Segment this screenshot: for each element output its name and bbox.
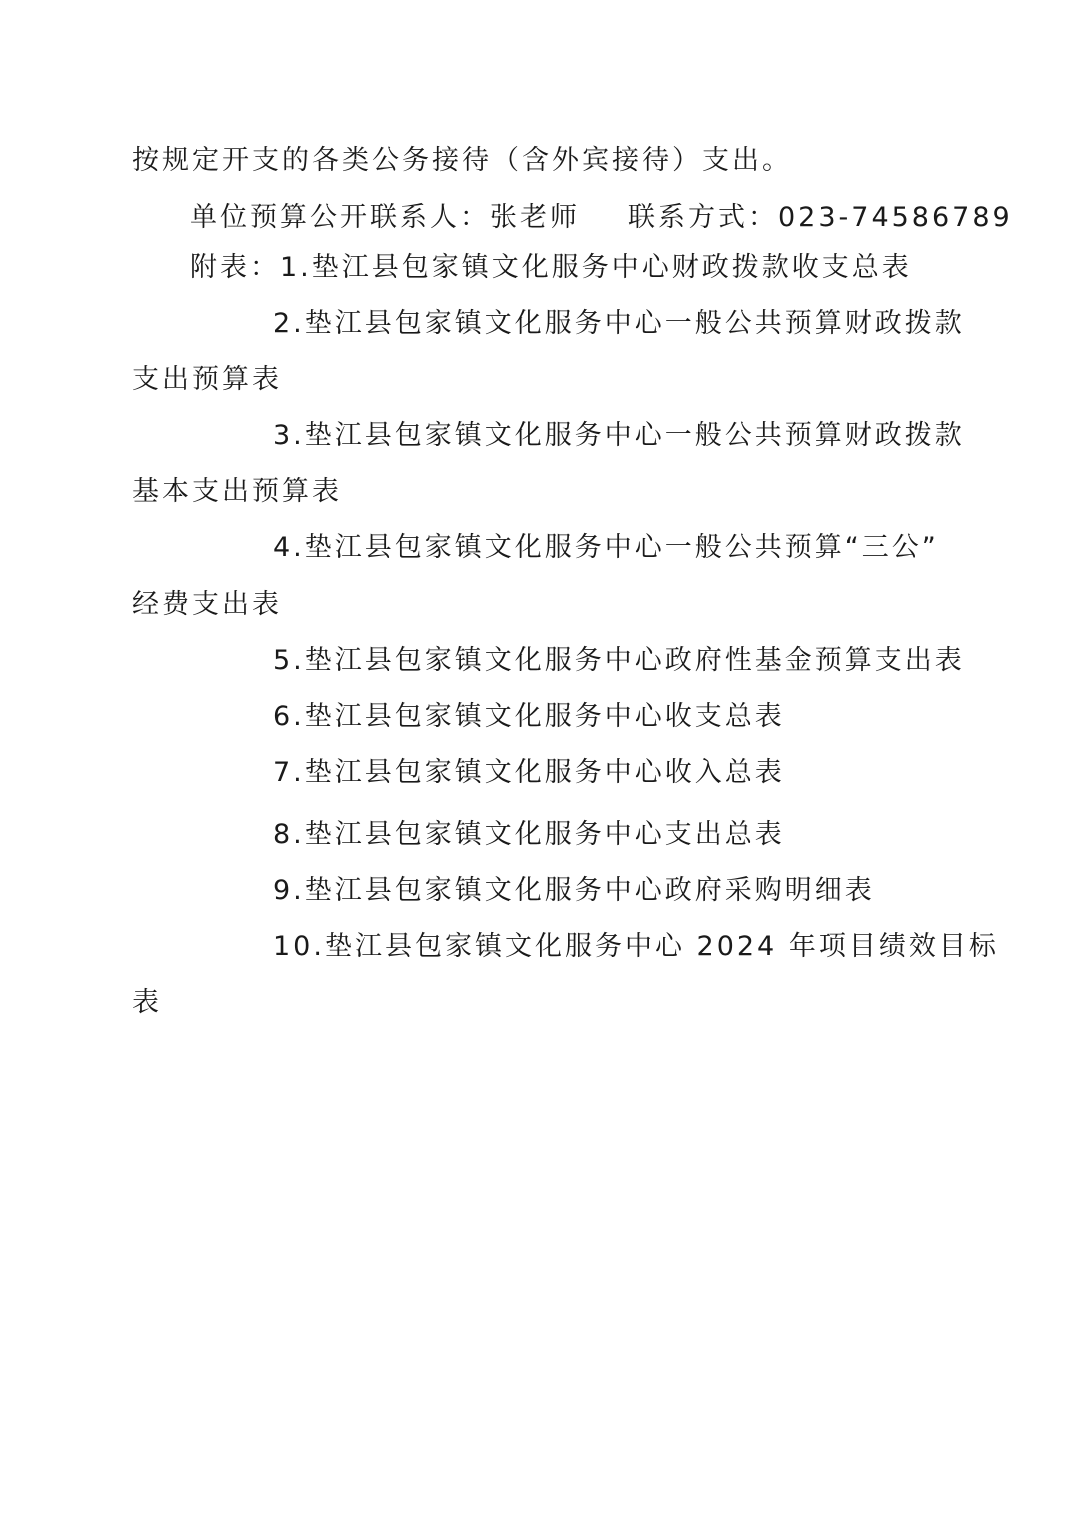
attachment-10-line1: 10.垫江县包家镇文化服务中心 2024 年项目绩效目标 [273,931,999,962]
attachment-4-line2: 经费支出表 [132,589,282,620]
attachment-2-line2: 支出预算表 [132,364,282,395]
attachment-3-line1: 3.垫江县包家镇文化服务中心一般公共预算财政拨款 [273,420,965,451]
attachments-intro: 附表：1.垫江县包家镇文化服务中心财政拨款收支总表 [190,252,912,283]
contact-line [190,200,1013,236]
attachment-9: 9.垫江县包家镇文化服务中心政府采购明细表 [273,875,875,906]
attachment-10-line2: 表 [132,987,162,1018]
contact-person: 单位预算公开联系人：张老师 [190,202,580,233]
attachment-7: 7.垫江县包家镇文化服务中心收入总表 [273,757,785,788]
attachment-2-line1: 2.垫江县包家镇文化服务中心一般公共预算财政拨款 [273,308,965,339]
attachment-6: 6.垫江县包家镇文化服务中心收支总表 [273,701,785,732]
attachment-4-line1: 4.垫江县包家镇文化服务中心一般公共预算“三公” [273,532,939,563]
attachment-3-line2: 基本支出预算表 [132,476,342,507]
attachment-5: 5.垫江县包家镇文化服务中心政府性基金预算支出表 [273,645,965,676]
continuation-text: 按规定开支的各类公务接待（含外宾接待）支出。 [132,145,792,176]
attachment-8: 8.垫江县包家镇文化服务中心支出总表 [273,819,785,850]
contact-method: 联系方式：023-74586789 [628,202,1013,233]
